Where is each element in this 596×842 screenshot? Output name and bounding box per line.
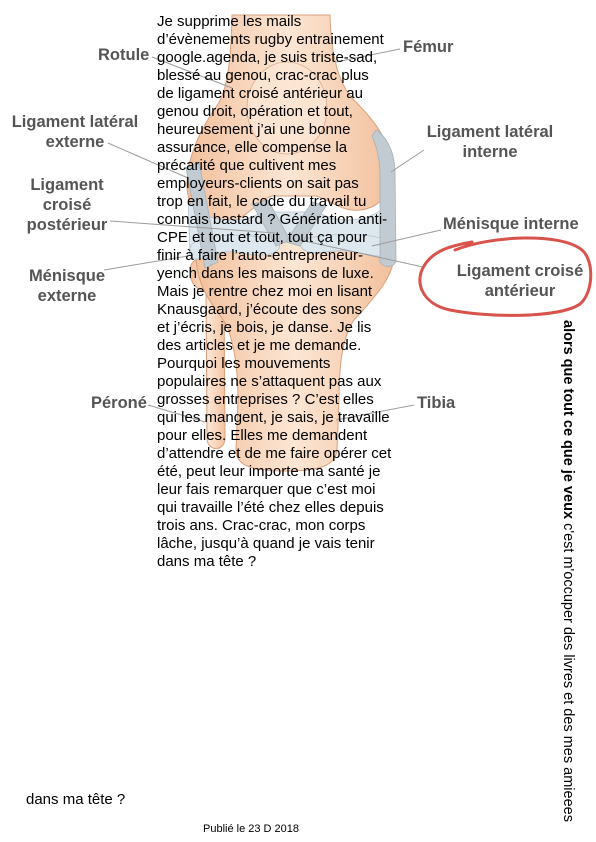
label-line: croisé bbox=[42, 196, 92, 214]
label-line: Ligament latéral bbox=[11, 113, 139, 131]
label-tibia: Tibia bbox=[417, 394, 456, 412]
label-line: externe bbox=[45, 133, 105, 151]
article-line: Mais je rentre chez moi en lisant bbox=[157, 283, 373, 300]
article-line: Knausgaard, j’écoute des sons bbox=[157, 301, 363, 318]
publication-date: Publié le 23 D 2018 bbox=[203, 823, 300, 835]
article-line: trois ans. Crac-crac, mon corps bbox=[157, 517, 366, 534]
article-line: finir à faire l’auto-entrepreneur- bbox=[157, 247, 363, 264]
article-line: qui les mangent, je sais, je travaille bbox=[157, 409, 390, 426]
article-line: dans ma tête ? bbox=[157, 553, 257, 570]
article-line: google.agenda, je suis triste-sad, bbox=[157, 49, 378, 66]
article-line: yench dans les maisons de luxe. bbox=[157, 265, 374, 282]
article-line: lâche, jusqu’à quand je vais tenir bbox=[157, 535, 375, 552]
label-ligament-croise-anterieur bbox=[450, 261, 590, 301]
article-line: connais bastard ? Génération anti- bbox=[157, 211, 388, 228]
article-line: et j’écris, je bois, je danse. Je lis bbox=[157, 319, 372, 336]
label-rotule: Rotule bbox=[98, 46, 150, 64]
article-line: blessé au genou, crac-crac plus bbox=[157, 67, 369, 84]
article-line: genou droit, opération et tout, bbox=[157, 103, 353, 120]
label-perone: Péroné bbox=[91, 394, 147, 412]
label-ligament-croise-posterieur bbox=[7, 175, 127, 235]
article-line: CPE et tout et tout, tout ça pour bbox=[157, 229, 368, 246]
article-line: de ligament croisé antérieur au bbox=[157, 85, 363, 102]
label-line: Ligament bbox=[30, 176, 104, 194]
article-line: d’évènements rugby entrainement bbox=[157, 31, 384, 48]
label-menisque-externe bbox=[7, 266, 127, 306]
label-ligament-lateral-interne bbox=[420, 122, 560, 162]
article-line: pour elles. Elles me demandent bbox=[157, 427, 368, 444]
side-quote-emphasis: alors que tout ce que je veux bbox=[560, 320, 576, 520]
article-line: d’attendre et de me faire opérer cet bbox=[157, 445, 392, 462]
label-line: antérieur bbox=[484, 282, 556, 300]
article-line: été, peut leur importe ma santé je bbox=[157, 463, 381, 480]
side-quote bbox=[559, 320, 577, 822]
label-menisque-interne: Ménisque interne bbox=[443, 215, 579, 233]
article-line: des articles et je me demande. bbox=[157, 337, 362, 354]
label-line: externe bbox=[37, 287, 97, 305]
article-line: grosses entreprises ? C’est elles bbox=[157, 391, 374, 408]
article-line: assurance, elle compense la bbox=[157, 139, 348, 156]
article-line: trop en fait, le code du travail tu bbox=[157, 193, 367, 210]
label-line: Ligament croisé bbox=[456, 262, 584, 280]
article-text bbox=[157, 13, 391, 571]
article-line: Pourquoi les mouvements bbox=[157, 355, 331, 372]
bottom-note: dans ma tête ? bbox=[26, 791, 126, 808]
article-line: qui travaille l’été chez elles depuis bbox=[157, 499, 384, 516]
label-ligament-lateral-externe bbox=[5, 112, 145, 152]
label-line: postérieur bbox=[26, 216, 108, 234]
label-line: Ménisque bbox=[28, 267, 106, 285]
article-line: heureusement j’ai une bonne bbox=[157, 121, 351, 138]
article-line: leur fais remarquer que c’est moi bbox=[157, 481, 376, 498]
article-line: Je supprime les mails bbox=[157, 13, 302, 30]
label-femur: Fémur bbox=[403, 38, 454, 56]
label-line: interne bbox=[462, 143, 518, 161]
article-line: populaires ne s’attaquent pas aux bbox=[157, 373, 382, 390]
article-line: précarité que cultivent mes bbox=[157, 157, 337, 174]
side-quote-text: c'est m'occuper des livres et des mes amieees bbox=[560, 523, 576, 822]
label-line: Ligament latéral bbox=[426, 123, 554, 141]
article-line: employeurs-clients on sait pas bbox=[157, 175, 359, 192]
